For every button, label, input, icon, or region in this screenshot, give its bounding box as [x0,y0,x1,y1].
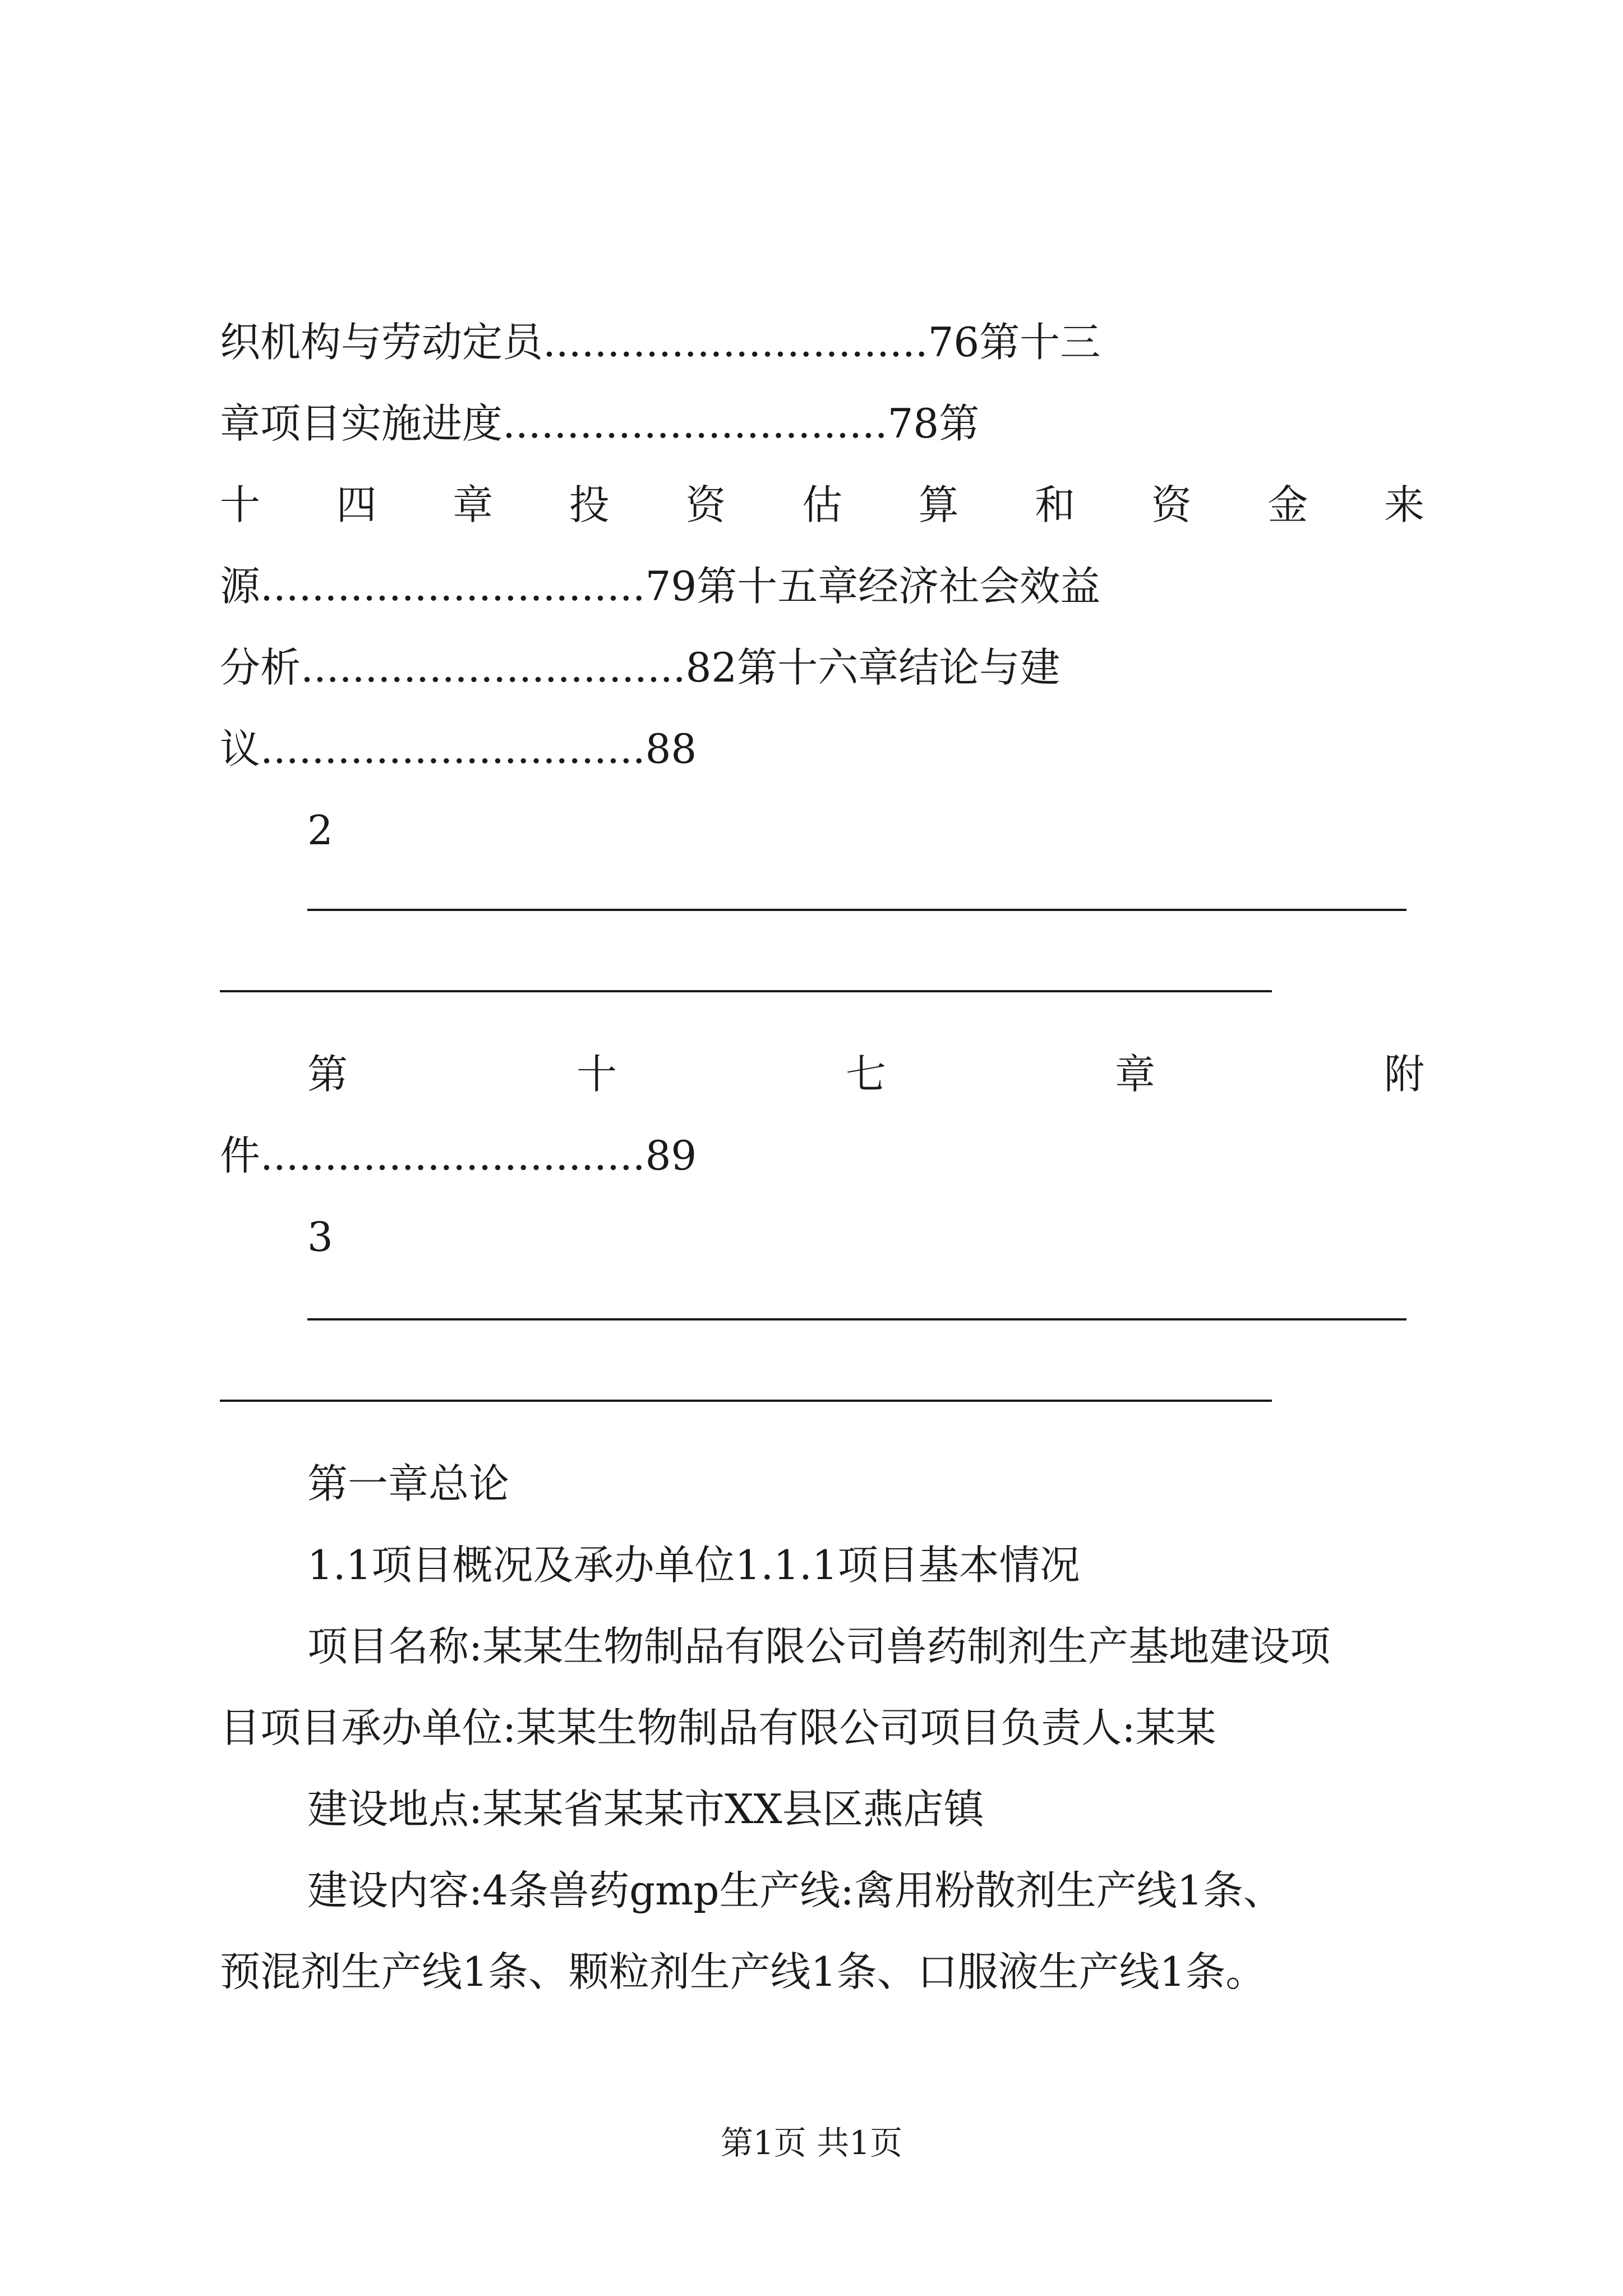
toc-line: 章项目实施进度..............................78第 [220,400,980,447]
paragraph-line: 项目名称:某某生物制品有限公司兽药制剂生产基地建设项 [307,1623,1331,1670]
toc-char: 算 [918,481,959,528]
toc-char: 资 [1151,481,1192,528]
toc-line: 织机构与劳动定员..............................76第十三 [220,319,1101,366]
toc-line-justified [220,477,1424,533]
separator-line [220,990,1272,992]
toc-line: 议..............................88 [220,725,697,772]
toc-char: 四 [336,481,377,528]
toc-char: 第 [307,1051,348,1098]
toc-char: 章 [1114,1051,1155,1098]
page-number-3: 3 [307,1213,333,1260]
separator-line [307,909,1407,911]
toc-line: 源..............................79第十五章经济社会效益 [220,563,1101,610]
toc-line: 件..............................89 [220,1132,697,1179]
toc-char: 章 [453,481,494,528]
page-footer: 第1页 共1页 [720,2124,903,2162]
chapter-title: 第一章总论 [307,1460,510,1507]
paragraph-line: 建设地点:某某省某某市XX县区燕店镇 [307,1786,984,1833]
toc-char: 投 [569,481,610,528]
separator-line [220,1400,1272,1402]
paragraph-line: 建设内容:4条兽药gmp生产线:禽用粉散剂生产线1条、 [307,1867,1284,1914]
toc-char: 十 [576,1051,617,1098]
toc-char: 和 [1035,481,1076,528]
toc-char: 附 [1384,1051,1424,1098]
section-heading: 1.1项目概况及承办单位1.1.1项目基本情况 [307,1542,1080,1589]
page-number-2: 2 [307,807,333,854]
separator-line [307,1318,1407,1320]
toc-char: 十 [220,481,261,528]
toc-char: 估 [801,481,842,528]
toc-char: 金 [1267,481,1308,528]
paragraph-line: 预混剂生产线1条、颗粒剂生产线1条、口服液生产线1条。 [220,1948,1266,1995]
toc-char: 资 [685,481,726,528]
paragraph-line: 目项目承办单位:某某生物制品有限公司项目负责人:某某 [220,1704,1216,1751]
toc-line: 分析..............................82第十六章结论与建 [220,644,1061,691]
toc-char: 来 [1384,481,1424,528]
toc-char: 七 [845,1051,886,1098]
toc-line-justified [307,1046,1424,1102]
